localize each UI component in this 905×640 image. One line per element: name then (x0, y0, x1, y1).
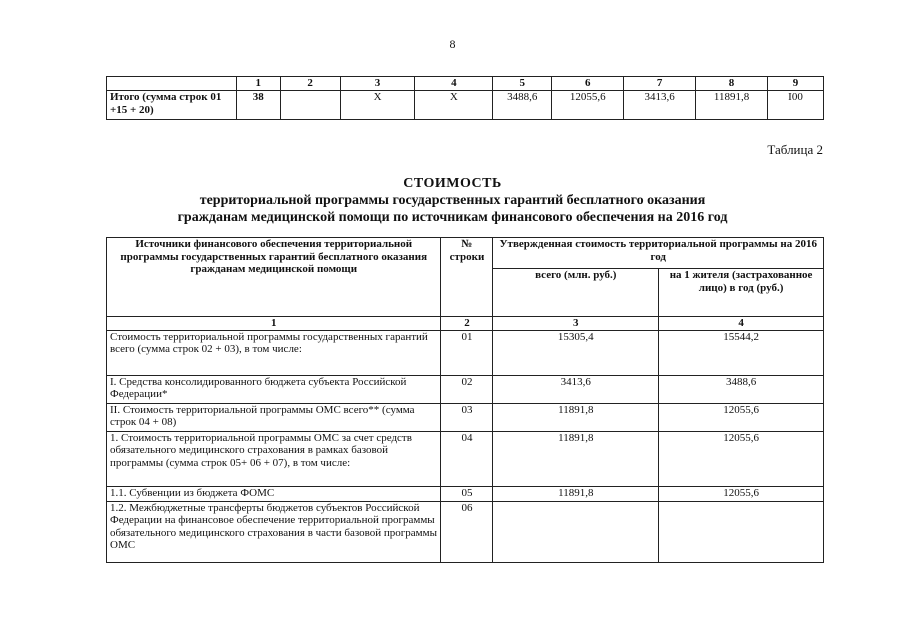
table-row (107, 431, 824, 486)
row-number: 06 (441, 501, 493, 562)
row-name: I. Средства консолидированного бюджета субъекта Российской Федерации* (107, 375, 441, 403)
summary-cell: 11891,8 (696, 91, 768, 120)
table-row (107, 403, 824, 431)
table-row (107, 330, 824, 375)
row-total (493, 501, 659, 562)
summary-cell: 3488,6 (493, 91, 552, 120)
summary-col-number: 7 (624, 77, 696, 91)
summary-cell: 12055,6 (552, 91, 624, 120)
header-approved-cost: Утвержденная стоимость территориальной программы на 2016 год (493, 238, 824, 269)
row-total: 11891,8 (493, 431, 659, 486)
row-number: 03 (441, 403, 493, 431)
row-number: 02 (441, 375, 493, 403)
row-number: 05 (441, 486, 493, 501)
row-name: II. Стоимость территориальной программы ОМС всего** (сумма строк 04 + 08) (107, 403, 441, 431)
title-line: гражданам медицинской помощи по источникам финансового обеспечения на 2016 год (177, 210, 728, 225)
cost-table (106, 237, 824, 563)
header-source: Источники финансового обеспечения территориальной программы государственных гарантий бесплатного оказания гражданам медицинской помощи (107, 238, 441, 317)
row-name: 1.1. Субвенции из бюджета ФОМС (107, 486, 441, 501)
row-name: 1.2. Межбюджетные трансферты бюджетов субъектов Российской Федерации на финансовое обеспечение территориальной программы обязательного медицинского страхования в части базовой программы ОМС (107, 501, 441, 562)
summary-header-row (107, 77, 824, 91)
col-number: 1 (107, 317, 441, 331)
table-row (107, 375, 824, 403)
summary-table (106, 76, 824, 120)
summary-col-number: 8 (696, 77, 768, 91)
summary-col-number: 1 (236, 77, 280, 91)
row-total: 11891,8 (493, 403, 659, 431)
row-name: Стоимость территориальной программы государственных гарантий всего (сумма строк 02 + 03), в том числе: (107, 330, 441, 375)
row-per-capita: 12055,6 (659, 403, 824, 431)
col-number: 4 (659, 317, 824, 331)
row-number: 04 (441, 431, 493, 486)
row-per-capita: 15544,2 (659, 330, 824, 375)
summary-cell: X (415, 91, 493, 120)
page-number: 8 (449, 37, 456, 51)
summary-col-number: 2 (280, 77, 340, 91)
title-line: СТОИМОСТЬ (403, 176, 502, 191)
header-row-number: № строки (441, 238, 493, 317)
row-per-capita (659, 501, 824, 562)
summary-total-row (107, 91, 824, 120)
row-per-capita: 3488,6 (659, 375, 824, 403)
header-total: всего (млн. руб.) (493, 269, 659, 317)
table-label: Таблица 2 (767, 142, 823, 157)
column-number-row (107, 317, 824, 331)
row-per-capita: 12055,6 (659, 486, 824, 501)
table-row (107, 501, 824, 562)
header-row (107, 238, 824, 269)
summary-cell: X (340, 91, 415, 120)
row-number: 01 (441, 330, 493, 375)
row-total: 11891,8 (493, 486, 659, 501)
row-name: 1. Стоимость территориальной программы ОМС за счет средств обязательного медицинского страхования в рамках базовой программы (сумма строк 05+ 06 + 07), в том числе: (107, 431, 441, 486)
summary-cell: 38 (236, 91, 280, 120)
row-total: 3413,6 (493, 375, 659, 403)
row-total: 15305,4 (493, 330, 659, 375)
table-row (107, 486, 824, 501)
summary-col-number: 9 (768, 77, 824, 91)
row-per-capita: 12055,6 (659, 431, 824, 486)
header-per-capita: на 1 жителя (застрахованное лицо) в год (руб.) (659, 269, 824, 317)
summary-cell (280, 91, 340, 120)
summary-cell: I00 (768, 91, 824, 120)
summary-col-number: 3 (340, 77, 415, 91)
col-number: 2 (441, 317, 493, 331)
summary-cell: 3413,6 (624, 91, 696, 120)
summary-total-label: Итого (сумма строк 01 +15 + 20) (107, 91, 237, 120)
title-line: территориальной программы государственных гарантий бесплатного оказания (199, 193, 706, 208)
summary-col-number: 4 (415, 77, 493, 91)
document-title (0, 175, 905, 226)
summary-col-number: 5 (493, 77, 552, 91)
summary-col-number: 6 (552, 77, 624, 91)
col-number: 3 (493, 317, 659, 331)
summary-header-cell (107, 77, 237, 91)
